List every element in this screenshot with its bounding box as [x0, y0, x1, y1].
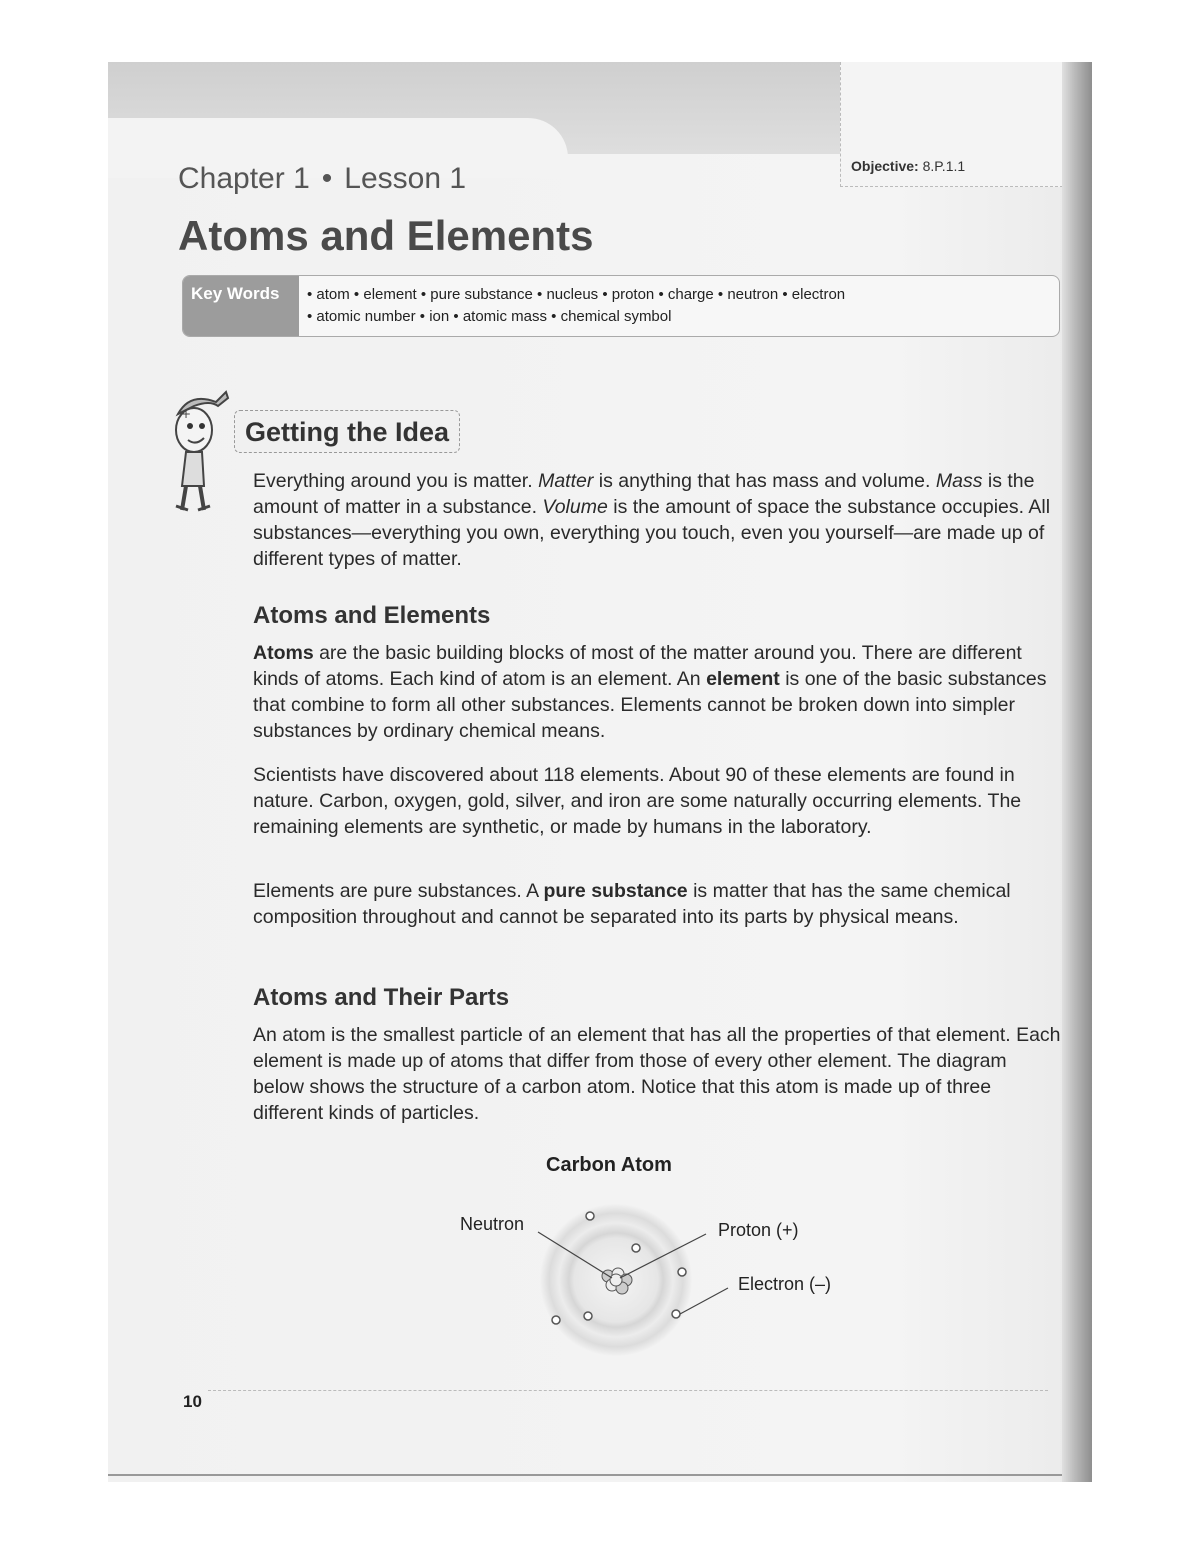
getting-idea-paragraph: Everything around you is matter. Matter is anything that has mass and volume. Mass is the amount of matter in a substance. Volume is the amount of space the substance occupies. All substances—everything you own, everything you touch, even you yourself—are made up of different types of matter.	[253, 470, 1051, 570]
electron-label: Electron (–)	[738, 1274, 832, 1294]
diagram-title: Carbon Atom	[546, 1154, 672, 1176]
book-binding-edge	[1062, 62, 1092, 1482]
atoms-elements-paragraph-2: Scientists have discovered about 118 elements. About 90 of these elements are found in nature. Carbon, oxygen, gold, silver, and iron are some naturally occurring elements. The remaining elements are synthetic, or made by humans in the laboratory.	[253, 764, 1022, 838]
svg-text:+: +	[181, 407, 192, 421]
getting-the-idea-heading: Getting the Idea	[234, 410, 460, 453]
page-number: 10	[183, 1392, 202, 1411]
page-title: Atoms and Elements	[178, 212, 594, 259]
atoms-elements-paragraph-1: Atoms are the basic building blocks of most of the matter around you. There are different kinds of atoms. Each kind of atom is an element. An element is one of the basic substances that combine to form all other substances. Elements cannot be broken down into simpler substances by ordinary chemical means.	[253, 642, 1047, 742]
key-words-list	[307, 284, 845, 328]
key-words-line-1: • atom • element • pure substance • nucleus • proton • charge • neutron • electron	[307, 286, 846, 303]
objective-text	[851, 158, 965, 174]
proton-label: Proton (+)	[718, 1220, 799, 1240]
atom-parts-heading: Atoms and Their Parts	[253, 984, 510, 1011]
page-bottom-edge	[108, 1474, 1088, 1476]
key-words-box	[182, 275, 1060, 337]
carbon-atom-diagram	[438, 1182, 868, 1362]
key-words-line-2: • atomic number • ion • atomic mass • chemical symbol	[307, 308, 672, 325]
neutron-label: Neutron	[460, 1214, 525, 1234]
mascot-character-icon	[164, 386, 234, 516]
objective-label: Objective:	[851, 158, 919, 174]
objective-box	[840, 62, 1063, 187]
atoms-elements-heading: Atoms and Elements	[253, 602, 491, 629]
atom-parts-paragraph: An atom is the smallest particle of an element that has all the properties of that element. Each element is made up of atoms that differ from those of every other element. The diagram below shows the structure of a carbon atom. Notice that this atom is made up of three different kinds of particles.	[253, 1024, 1061, 1124]
lesson-label: Lesson 1	[344, 162, 467, 195]
chapter-lesson-heading	[178, 162, 466, 196]
footer-rule	[208, 1390, 1048, 1391]
separator-dot: •	[321, 162, 333, 195]
chapter-label: Chapter 1	[178, 162, 310, 195]
key-words-label: Key Words	[183, 276, 299, 336]
textbook-page	[108, 62, 1088, 1482]
objective-value: 8.P.1.1	[922, 158, 966, 174]
atoms-elements-paragraph-3: Elements are pure substances. A pure substance is matter that has the same chemical composition throughout and cannot be separated into its parts by physical means.	[253, 880, 1011, 928]
